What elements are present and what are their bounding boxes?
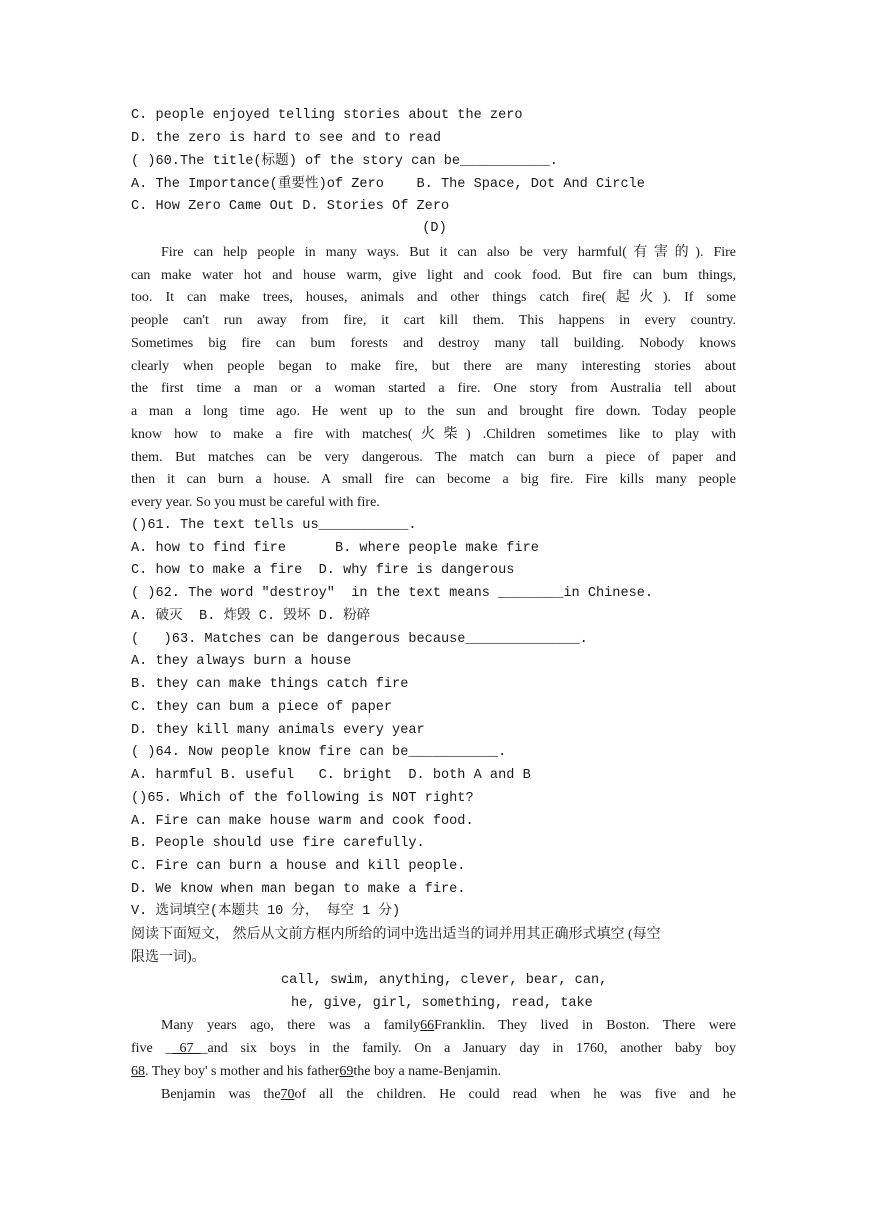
cloze-line: Benjamin was the70of all the children. He could read when he was five and he <box>161 1087 736 1102</box>
q63-option-a: A. they always burn a house <box>131 654 352 669</box>
word-box-line: call, swim, anything, clever, bear, can, <box>281 973 608 988</box>
q64-options: A. harmful B. useful C. bright D. both A and B <box>131 768 531 783</box>
q63-option-c: C. they can bum a piece of paper <box>131 700 393 715</box>
q60-options-ab: A. The Importance(重要性)of Zero B. The Space, Dot And Circle <box>131 177 645 192</box>
passage-line: people can't run away from fire, it cart kill them. This happens in every country. <box>131 313 736 328</box>
cloze-line: 68. They boy' s mother and his father69the boy a name-Benjamin. <box>131 1064 502 1079</box>
word-box-line: he, give, girl, something, read, take <box>291 996 593 1011</box>
q59-option-c: C. people enjoyed telling stories about the zero <box>131 108 523 123</box>
q65-option-d: D. We know when man began to make a fire. <box>131 882 466 897</box>
passage-line: clearly when people began to make fire, but there are many interesting stories about <box>131 359 736 374</box>
section-v-instruction: 限选一词)。 <box>131 950 206 965</box>
passage-line: them. But matches can be very dangerous. The match can burn a piece of paper and <box>131 450 736 465</box>
cloze-line: Many years ago, there was a family66Franklin. They lived in Boston. There were <box>161 1018 736 1033</box>
passage-line: the first time a man or a woman started a fire. One story from Australia tell about <box>131 381 736 396</box>
passage-line: know how to make a fire with matches(火柴) .Children sometimes like to play with <box>131 427 736 442</box>
passage-line: too. It can make trees, houses, animals and other things catch fire(起火). If some <box>131 290 736 305</box>
q65-option-a: A. Fire can make house warm and cook food. <box>131 814 474 829</box>
q65-option-c: C. Fire can burn a house and kill people. <box>131 859 466 874</box>
q60-question: ( )60.The title(标题) of the story can be___________. <box>131 154 558 169</box>
cloze-line: five __67__and six boys in the family. On a January day in 1760, another baby boy <box>131 1041 736 1056</box>
blank-67: _67_ <box>172 1041 201 1056</box>
q63-option-b: B. they can make things catch fire <box>131 677 409 692</box>
q63-option-d: D. they kill many animals every year <box>131 723 425 738</box>
passage-line: then it can burn a house. A small fire can become a big fire. Fire kills many people <box>131 472 736 487</box>
passage-line: Sometimes big fire can bum forests and destroy many tall building. Nobody knows <box>131 336 736 351</box>
passage-line: Fire can help people in many ways. But it can also be very harmful(有害的). Fire <box>161 245 736 260</box>
q63-question: ( )63. Matches can be dangerous because______________. <box>131 632 588 647</box>
blank-66: 66 <box>420 1018 435 1033</box>
q60-options-cd: C. How Zero Came Out D. Stories Of Zero <box>131 199 450 214</box>
section-v-heading: V. 选词填空(本题共 10 分， 每空 1 分) <box>131 904 401 919</box>
q61-options-ab: A. how to find fire B. where people make fire <box>131 541 539 556</box>
section-d-label: (D) <box>422 221 447 236</box>
section-v-instruction: 阅读下面短文， 然后从文前方框内所给的词中选出适当的词并用其正确形式填空 (每空 <box>131 927 661 942</box>
blank-68: 68 <box>131 1064 145 1079</box>
passage-line: every year. So you must be careful with fire. <box>131 495 380 510</box>
blank-70: 70 <box>280 1087 295 1102</box>
q65-question: ()65. Which of the following is NOT right? <box>131 791 474 806</box>
q62-options: A. 破灭 B. 炸毁 C. 毁坏 D. 粉碎 <box>131 609 371 624</box>
q61-question: ()61. The text tells us___________. <box>131 518 417 533</box>
q65-option-b: B. People should use fire carefully. <box>131 836 425 851</box>
passage-line: a man a long time ago. He went up to the sun and brought fire down. Today people <box>131 404 736 419</box>
q64-question: ( )64. Now people know fire can be___________. <box>131 745 507 760</box>
q61-options-cd: C. how to make a fire D. why fire is dangerous <box>131 563 515 578</box>
passage-line: can make water hot and house warm, give light and cook food. But fire can bum things, <box>131 268 736 283</box>
blank-69: 69 <box>339 1064 354 1079</box>
q59-option-d: D. the zero is hard to see and to read <box>131 131 441 146</box>
q62-question: ( )62. The word "destroy" in the text means ________in Chinese. <box>131 586 654 601</box>
